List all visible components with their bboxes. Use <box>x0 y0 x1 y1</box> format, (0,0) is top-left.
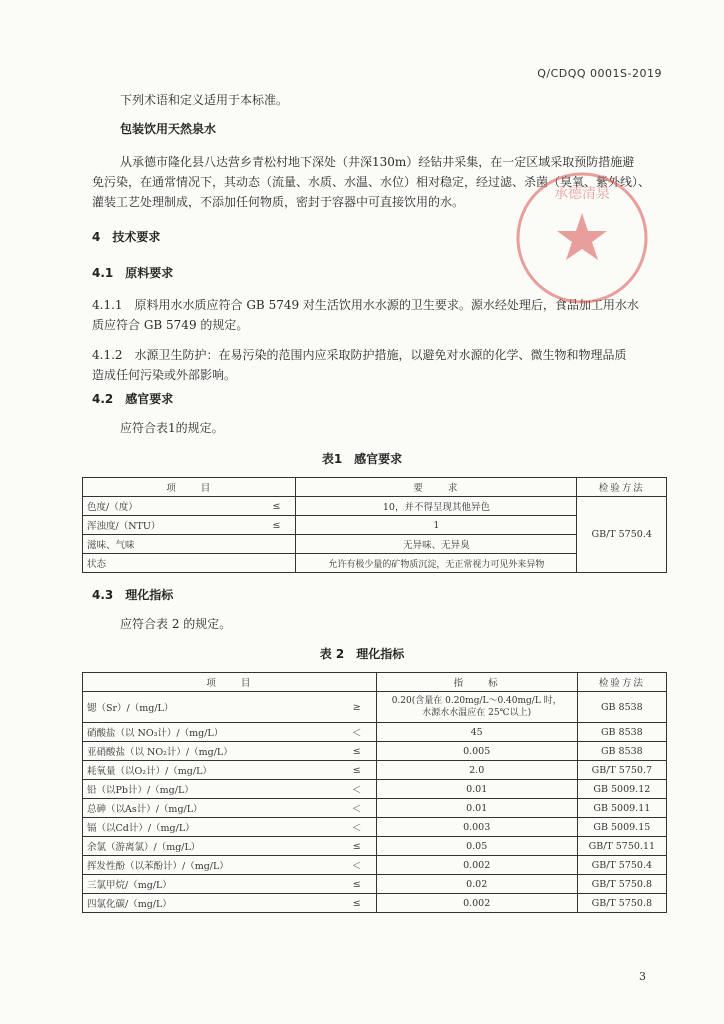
row-method: GB/T 5750.8 <box>577 875 666 894</box>
table-1-caption: 表1 感官要求 <box>321 452 403 466</box>
row-symbol: ≥ <box>338 692 377 723</box>
row-value-line-1: 0.20(含量在 0.20mg/L～0.40mg/L 时， <box>391 696 562 706</box>
row-item: 滋味、气味 <box>83 535 258 554</box>
row-value: 45 <box>376 723 577 742</box>
row-item: 四氯化碳/（mg/L） <box>83 894 338 913</box>
row-requirement: 10，并不得呈现其他异色 <box>296 497 577 516</box>
row-method: GB/T 5750.8 <box>577 894 666 913</box>
column-header-item: 项 目 <box>83 673 377 692</box>
row-symbol: ≤ <box>338 894 377 913</box>
row-symbol: ＜ <box>338 723 377 742</box>
table-row <box>83 497 667 516</box>
company-seal-stamp <box>512 168 652 308</box>
row-method: GB/T 5750.4 <box>577 856 666 875</box>
row-symbol: ＜ <box>338 780 377 799</box>
row-symbol: ≤ <box>257 516 296 535</box>
page-number: 3 <box>639 970 646 983</box>
section-4-title: 4 技术要求 <box>92 230 161 244</box>
table-row <box>83 875 667 894</box>
definition-line-1: 从承德市隆化县八达营乡青松村地下深处（井深130m）经钻井采集，在一定区域采取预防措施避 <box>120 155 635 169</box>
row-symbol: ≤ <box>338 742 377 761</box>
term-title: 包装饮用天然泉水 <box>120 122 217 136</box>
row-item: 镉（以Cd计）/（mg/L） <box>83 818 338 837</box>
row-symbol: ＜ <box>338 856 377 875</box>
column-header-method: 检验方法 <box>577 673 666 692</box>
clause-4-1-2-line-2: 造成任何污染或外部影响。 <box>92 368 237 382</box>
row-item: 锶（Sr）/（mg/L） <box>83 692 338 723</box>
row-value: 0.005 <box>376 742 577 761</box>
row-value: 0.01 <box>376 780 577 799</box>
clause-4-1-1-line-1: 4.1.1 原料用水水质应符合 GB 5749 对生活饮用水水源的卫生要求。源水经处理后，食品加工用水水 <box>92 298 639 312</box>
table-header-row <box>83 478 667 497</box>
row-symbol: ＜ <box>338 818 377 837</box>
row-method: GB 8538 <box>577 723 666 742</box>
section-4-2-text: 应符合表1的规定。 <box>120 421 224 435</box>
section-4-2-title: 4.2 感官要求 <box>92 392 174 406</box>
row-value: 0.002 <box>376 856 577 875</box>
document-number: Q/CDQQ 0001S-2019 <box>537 67 662 80</box>
clause-4-1-1-line-2: 质应符合 GB 5749 的规定。 <box>92 318 249 332</box>
row-item: 挥发性酚（以苯酚计）/（mg/L） <box>83 856 338 875</box>
row-item: 色度/（度） <box>83 497 258 516</box>
row-symbol <box>257 554 296 573</box>
definition-line-2: 免污染，在通常情况下，其动态（流量、水质、水温、水位）相对稳定，经过滤、杀菌（臭氧、紫外线）、 <box>92 175 651 189</box>
row-value: 0.003 <box>376 818 577 837</box>
row-value: 0.02 <box>376 875 577 894</box>
row-item: 三氯甲烷/（mg/L） <box>83 875 338 894</box>
row-symbol: ≤ <box>338 875 377 894</box>
table-row <box>83 780 667 799</box>
row-item: 铅（以Pb计）/（mg/L） <box>83 780 338 799</box>
row-method: GB/T 5750.4 <box>577 497 667 573</box>
table-row <box>83 894 667 913</box>
column-header-method: 检验方法 <box>577 478 667 497</box>
table-row <box>83 692 667 723</box>
row-symbol: ＜ <box>338 799 377 818</box>
row-requirement: 1 <box>296 516 577 535</box>
row-value: 0.01 <box>376 799 577 818</box>
row-item: 状态 <box>83 554 258 573</box>
row-symbol: ≤ <box>338 761 377 780</box>
row-item: 硝酸盐（以 NO₃计）/（mg/L） <box>83 723 338 742</box>
row-symbol: ≤ <box>338 837 377 856</box>
row-value-line-2: 水源水水温应在 25℃以上) <box>422 708 532 718</box>
column-header-value: 指 标 <box>376 673 577 692</box>
row-item: 余氯（游离氯）/（mg/L） <box>83 837 338 856</box>
section-4-3-text: 应符合表 2 的规定。 <box>120 617 232 631</box>
column-header-requirement: 要 求 <box>296 478 577 497</box>
row-method: GB 8538 <box>577 692 666 723</box>
table-2-caption: 表 2 理化指标 <box>319 647 405 661</box>
table-header-row <box>83 673 667 692</box>
row-symbol: ≤ <box>257 497 296 516</box>
row-requirement: 允许有极少量的矿物质沉淀，无正常视力可见外来异物 <box>296 554 577 573</box>
row-method: GB 5009.15 <box>577 818 666 837</box>
row-method: GB/T 5750.7 <box>577 761 666 780</box>
row-item: 浑浊度/（NTU） <box>83 516 258 535</box>
row-item: 耗氧量（以O₂计）/（mg/L） <box>83 761 338 780</box>
table-row <box>83 818 667 837</box>
row-value: 0.05 <box>376 837 577 856</box>
sensory-requirements-table <box>82 477 667 573</box>
table-row <box>83 799 667 818</box>
row-method: GB 8538 <box>577 742 666 761</box>
section-4-3-title: 4.3 理化指标 <box>92 588 174 602</box>
row-value: 2.0 <box>376 761 577 780</box>
row-method: GB 5009.11 <box>577 799 666 818</box>
table-row <box>83 837 667 856</box>
clause-4-1-2-line-1: 4.1.2 水源卫生防护：在易污染的范围内应采取防护措施，以避免对水源的化学、微生物和物理品质 <box>92 348 627 362</box>
table-row <box>83 856 667 875</box>
terms-intro: 下列术语和定义适用于本标准。 <box>120 93 289 107</box>
column-header-item: 项 目 <box>83 478 296 497</box>
table-row <box>83 742 667 761</box>
row-method: GB 5009.12 <box>577 780 666 799</box>
row-value <box>376 692 577 723</box>
table-row <box>83 761 667 780</box>
seal-text: 承德清泉 <box>554 186 610 202</box>
row-requirement: 无异味、无异臭 <box>296 535 577 554</box>
definition-line-3: 灌装工艺处理制成，不添加任何物质，密封于容器中可直接饮用的水。 <box>92 195 465 209</box>
physicochemical-table <box>82 672 667 913</box>
row-item: 亚硝酸盐（以 NO₂计）/（mg/L） <box>83 742 338 761</box>
seal-star-icon <box>557 213 607 260</box>
row-method: GB/T 5750.11 <box>577 837 666 856</box>
row-item: 总砷（以As计）/（mg/L） <box>83 799 338 818</box>
table-row <box>83 723 667 742</box>
row-symbol <box>257 535 296 554</box>
row-value: 0.002 <box>376 894 577 913</box>
section-4-1-title: 4.1 原料要求 <box>92 266 174 280</box>
